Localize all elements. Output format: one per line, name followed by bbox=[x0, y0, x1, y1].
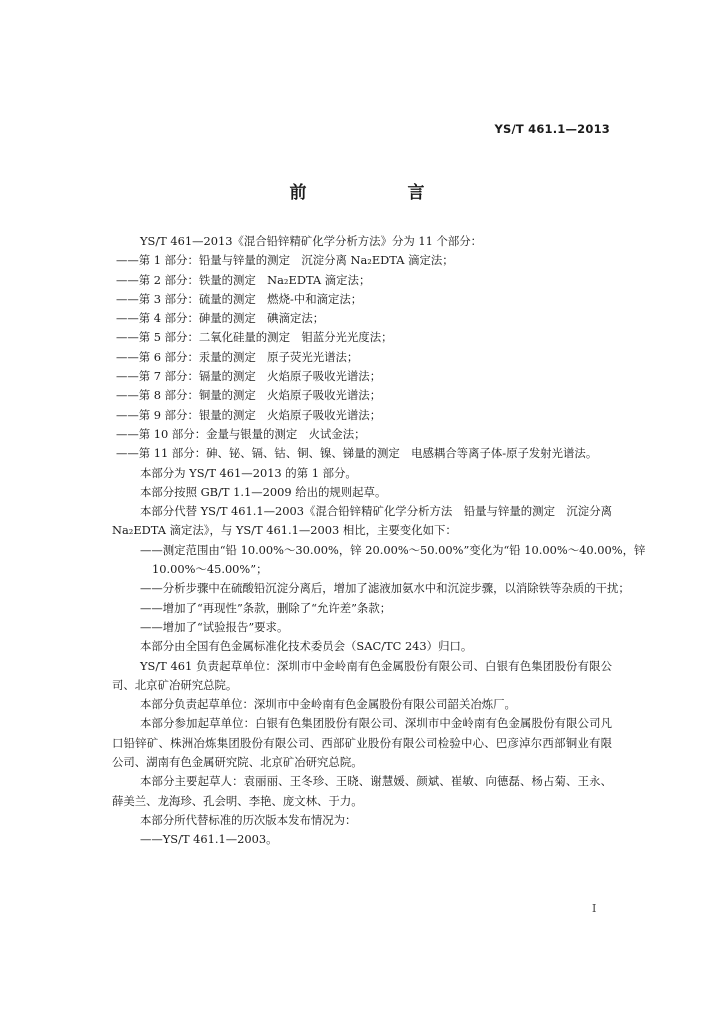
part-list-item: ——第 10 部分：金量与银量的测定 火试金法； bbox=[116, 426, 366, 441]
part-list-item: ——第 4 部分：砷量的测定 碘滴定法； bbox=[116, 311, 325, 326]
replacement-statement: 本部分代替 YS/T 461.1—2003《混合铅锌精矿化学分析方法 铅量与锌量的测定 沉淀分离 Na₂EDTA 滴定法》，与 YS/T 461.1—2003 相比，主要变化如下： bbox=[112, 504, 612, 538]
series-drafting-units: YS/T 461 负责起草单位：深圳市中金岭南有色金属股份有限公司、白银有色集团股份有限公司、北京矿冶研究总院。 bbox=[112, 658, 612, 692]
standard-number: YS/T 461.1—2013 bbox=[494, 122, 610, 136]
responsible-drafting-unit: 本部分负责起草单位：深圳市中金岭南有色金属股份有限公司韶关冶炼厂。 bbox=[140, 697, 516, 712]
part-list-item: ——第 9 部分：银量的测定 火焰原子吸收光谱法； bbox=[116, 407, 382, 422]
foreword-body bbox=[112, 232, 646, 850]
release-history-heading: 本部分所代替标准的历次版本发布情况为： bbox=[140, 812, 357, 827]
part-statement: 本部分为 YS/T 461—2013 的第 1 部分。 bbox=[140, 465, 357, 480]
part-list-item: ——第 2 部分：铁量的测定 Na₂EDTA 滴定法； bbox=[116, 272, 371, 287]
part-list-item: ——第 11 部分：砷、铋、镉、钴、铜、镍、锑量的测定 电感耦合等离子体-原子发射光谱法。 bbox=[116, 446, 598, 461]
main-drafters: 本部分主要起草人：袁丽丽、王冬珍、王晓、谢慧媛、颜斌、崔敏、向德磊、杨占菊、王永、薛美兰、龙海珍、孔会明、李艳、庞文林、于力。 bbox=[112, 774, 612, 808]
participating-drafting-units: 本部分参加起草单位：白银有色集团股份有限公司、深圳市中金岭南有色金属股份有限公司凡口铅锌矿、株洲冶炼集团股份有限公司、西部矿业股份有限公司检验中心、巴彦淖尔西部铜业有限公司、湖南有色金属研究院、北京矿冶研究总院。 bbox=[112, 716, 612, 770]
part-list-item: ——第 3 部分：硫量的测定 燃烧-中和滴定法； bbox=[116, 291, 363, 306]
centralized-by-statement: 本部分由全国有色金属标准化技术委员会（SAC/TC 243）归口。 bbox=[140, 639, 473, 654]
intro-paragraph: YS/T 461—2013《混合铅锌精矿化学分析方法》分为 11 个部分： bbox=[140, 234, 483, 248]
change-item: ——增加了“试验报告”要求。 bbox=[140, 619, 289, 634]
part-list-item: ——第 7 部分：镉量的测定 火焰原子吸收光谱法； bbox=[116, 369, 382, 384]
part-list-item: ——第 1 部分：铅量与锌量的测定 沉淀分离 Na₂EDTA 滴定法； bbox=[116, 253, 454, 268]
change-item-continuation: 10.00%～45.00%”； bbox=[152, 562, 268, 577]
change-item: ——分析步骤中在硫酸铅沉淀分离后，增加了滤液加氨水中和沉淀步骤，以消除铁等杂质的干扰； bbox=[140, 581, 630, 596]
page-title: 前 言 bbox=[289, 183, 467, 203]
page-number: Ⅰ bbox=[592, 902, 597, 915]
change-item: ——测定范围由“铅 10.00%～30.00%，锌 20.00%～50.00%”变化为“铅 10.00%～40.00%，锌 bbox=[140, 542, 646, 557]
release-history-item: ——YS/T 461.1—2003。 bbox=[140, 832, 278, 847]
drafting-rules-statement: 本部分按照 GB/T 1.1—2009 给出的规则起草。 bbox=[140, 484, 387, 499]
part-list-item: ——第 8 部分：铜量的测定 火焰原子吸收光谱法； bbox=[116, 388, 382, 403]
part-list-item: ——第 5 部分：二氧化硅量的测定 钼蓝分光光度法； bbox=[116, 330, 393, 345]
change-item: ——增加了“再现性”条款，删除了“允许差”条款； bbox=[140, 600, 392, 615]
part-list-item: ——第 6 部分：汞量的测定 原子荧光光谱法； bbox=[116, 349, 359, 364]
